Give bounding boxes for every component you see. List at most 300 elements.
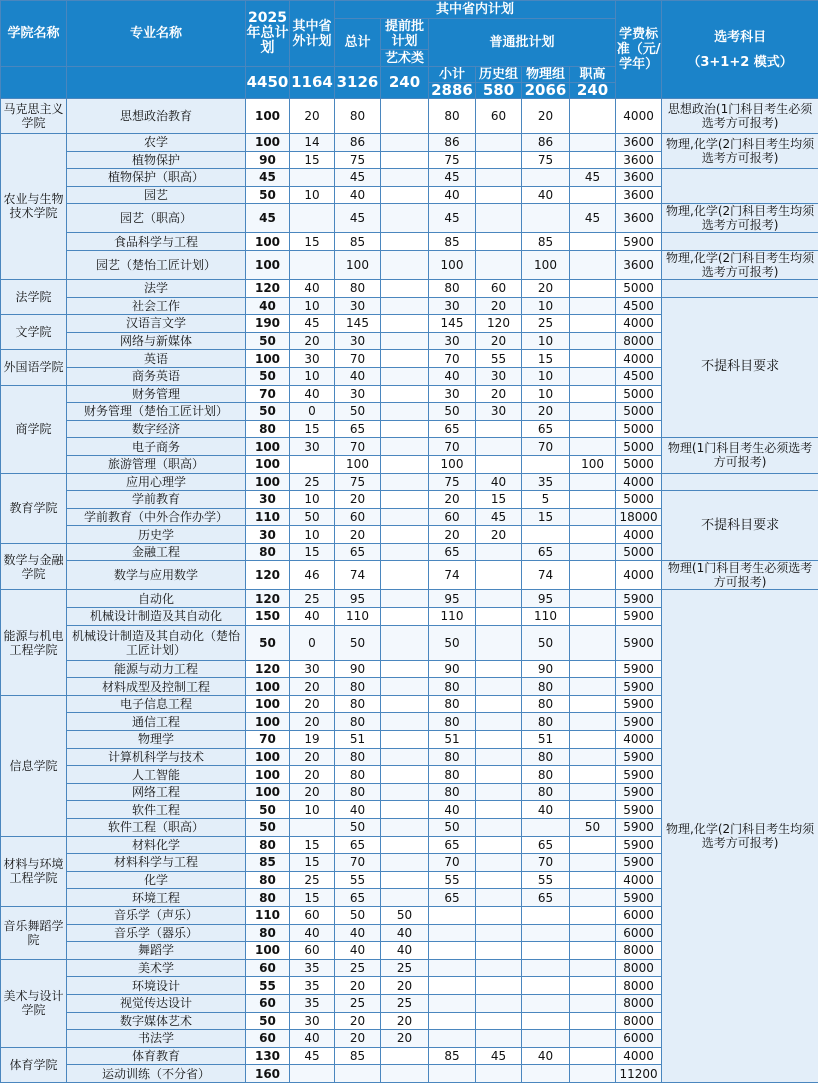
tuition-fee: 4000 <box>616 99 662 134</box>
regular-physics <box>522 1030 570 1048</box>
regular-vocational <box>570 526 616 544</box>
college-name: 能源与机电工程学院 <box>1 590 67 695</box>
advance-art <box>381 508 429 526</box>
regular-subtotal: 100 <box>429 250 476 279</box>
regular-vocational <box>570 99 616 134</box>
regular-subtotal: 80 <box>429 279 476 297</box>
total-plan: 50 <box>246 819 290 837</box>
regular-vocational <box>570 660 616 678</box>
tuition-fee: 4000 <box>616 526 662 544</box>
regular-physics: 100 <box>522 250 570 279</box>
advance-art <box>381 871 429 889</box>
regular-history: 55 <box>476 350 522 368</box>
header-blank-2 <box>67 67 246 99</box>
in-province-total: 100 <box>335 250 381 279</box>
advance-art <box>381 590 429 608</box>
regular-vocational <box>570 561 616 590</box>
out-province: 25 <box>290 590 335 608</box>
major-name: 网络与新媒体 <box>67 332 246 350</box>
regular-vocational <box>570 625 616 660</box>
regular-subtotal <box>429 977 476 995</box>
regular-physics: 65 <box>522 543 570 561</box>
totals-split-header <box>429 67 476 99</box>
regular-vocational <box>570 906 616 924</box>
regular-subtotal: 30 <box>429 297 476 315</box>
major-name: 商务英语 <box>67 367 246 385</box>
regular-physics: 80 <box>522 713 570 731</box>
header-subjects-mode: （3+1+2 模式） <box>687 54 793 70</box>
major-name: 自动化 <box>67 590 246 608</box>
in-province-total: 95 <box>335 590 381 608</box>
tuition-fee: 6000 <box>616 924 662 942</box>
regular-history <box>476 250 522 279</box>
college-name: 数学与金融学院 <box>1 543 67 590</box>
in-province-total: 80 <box>335 783 381 801</box>
table-row <box>1 233 818 251</box>
table-row <box>1 169 818 187</box>
tuition-fee: 4500 <box>616 297 662 315</box>
in-province-total: 45 <box>335 204 381 233</box>
table-row <box>1 473 818 491</box>
tuition-fee: 4000 <box>616 473 662 491</box>
tuition-fee: 6000 <box>616 1030 662 1048</box>
regular-physics: 35 <box>522 473 570 491</box>
tuition-fee: 5900 <box>616 748 662 766</box>
regular-history <box>476 151 522 169</box>
regular-vocational <box>570 836 616 854</box>
major-name: 通信工程 <box>67 713 246 731</box>
regular-vocational <box>570 713 616 731</box>
tuition-fee: 3600 <box>616 204 662 233</box>
tuition-fee: 5000 <box>616 279 662 297</box>
regular-vocational <box>570 403 616 421</box>
header-out-province: 其中省外计划 <box>290 1 335 67</box>
major-name: 软件工程（职高） <box>67 819 246 837</box>
regular-vocational <box>570 994 616 1012</box>
regular-subtotal: 60 <box>429 508 476 526</box>
regular-subtotal: 75 <box>429 473 476 491</box>
out-province <box>290 1065 335 1083</box>
major-name: 金融工程 <box>67 543 246 561</box>
out-province: 30 <box>290 350 335 368</box>
out-province: 0 <box>290 403 335 421</box>
regular-history <box>476 660 522 678</box>
advance-art: 40 <box>381 924 429 942</box>
major-name: 环境工程 <box>67 889 246 907</box>
total-plan: 40 <box>246 297 290 315</box>
advance-art <box>381 526 429 544</box>
regular-physics: 15 <box>522 350 570 368</box>
major-name: 软件工程 <box>67 801 246 819</box>
advance-art <box>381 801 429 819</box>
total-plan: 50 <box>246 332 290 350</box>
college-name: 马克思主义学院 <box>1 99 67 134</box>
total-plan: 50 <box>246 403 290 421</box>
header-fee: 学费标准（元/学年） <box>616 1 662 99</box>
total-plan: 80 <box>246 889 290 907</box>
regular-vocational <box>570 385 616 403</box>
subject-requirement: 不提科目要求 <box>662 297 818 438</box>
total-plan: 50 <box>246 801 290 819</box>
in-province-total: 90 <box>335 660 381 678</box>
table-row <box>1 590 818 608</box>
advance-art: 50 <box>381 906 429 924</box>
in-province-total: 20 <box>335 1012 381 1030</box>
major-name: 思想政治教育 <box>67 99 246 134</box>
advance-art <box>381 608 429 626</box>
advance-art: 20 <box>381 1012 429 1030</box>
total-plan: 100 <box>246 695 290 713</box>
total-plan: 30 <box>246 526 290 544</box>
tuition-fee: 5900 <box>616 625 662 660</box>
regular-history: 20 <box>476 332 522 350</box>
in-province-total: 50 <box>335 819 381 837</box>
major-name: 计算机科学与技术 <box>67 748 246 766</box>
subject-requirement: 物理,化学(2门科目考生均须选考方可报考) <box>662 134 818 169</box>
total-plan: 130 <box>246 1047 290 1065</box>
major-name: 旅游管理（职高） <box>67 455 246 473</box>
out-province: 40 <box>290 1030 335 1048</box>
regular-subtotal <box>429 924 476 942</box>
regular-vocational <box>570 134 616 152</box>
out-province: 60 <box>290 906 335 924</box>
total-plan: 100 <box>246 766 290 784</box>
regular-subtotal: 80 <box>429 678 476 696</box>
regular-vocational <box>570 438 616 456</box>
major-name: 书法学 <box>67 1030 246 1048</box>
out-province: 15 <box>290 420 335 438</box>
regular-physics: 65 <box>522 836 570 854</box>
regular-physics: 10 <box>522 367 570 385</box>
tuition-fee: 5900 <box>616 766 662 784</box>
college-name: 体育学院 <box>1 1047 67 1082</box>
regular-subtotal: 30 <box>429 332 476 350</box>
advance-art: 20 <box>381 1030 429 1048</box>
regular-subtotal: 50 <box>429 819 476 837</box>
header-subjects <box>662 1 818 99</box>
major-name: 英语 <box>67 350 246 368</box>
in-province-total: 65 <box>335 836 381 854</box>
total-plan: 100 <box>246 438 290 456</box>
regular-vocational <box>570 186 616 204</box>
total-plan: 45 <box>246 204 290 233</box>
total-plan: 100 <box>246 350 290 368</box>
in-province-total: 80 <box>335 766 381 784</box>
major-name: 数字媒体艺术 <box>67 1012 246 1030</box>
out-province: 30 <box>290 438 335 456</box>
total-plan: 80 <box>246 871 290 889</box>
regular-history <box>476 783 522 801</box>
total-plan: 100 <box>246 250 290 279</box>
advance-art <box>381 279 429 297</box>
header-history: 历史组 <box>476 67 521 83</box>
advance-art: 20 <box>381 977 429 995</box>
tuition-fee: 5000 <box>616 491 662 509</box>
out-province: 40 <box>290 924 335 942</box>
major-name: 财务管理（楚怡工匠计划） <box>67 403 246 421</box>
regular-vocational <box>570 695 616 713</box>
advance-art <box>381 250 429 279</box>
regular-history: 60 <box>476 99 522 134</box>
advance-art <box>381 543 429 561</box>
in-province-total: 80 <box>335 279 381 297</box>
advance-art: 40 <box>381 942 429 960</box>
in-province-total: 30 <box>335 385 381 403</box>
total-plan: 120 <box>246 660 290 678</box>
major-name: 网络工程 <box>67 783 246 801</box>
advance-art <box>381 473 429 491</box>
subject-requirement: 物理,化学(2门科目考生均须选考方可报考) <box>662 590 818 1082</box>
regular-history <box>476 713 522 731</box>
regular-history <box>476 678 522 696</box>
header-subtotal: 小计 <box>429 67 475 83</box>
header-regular: 普通批计划 <box>429 19 616 67</box>
major-name: 食品科学与工程 <box>67 233 246 251</box>
regular-physics: 5 <box>522 491 570 509</box>
regular-subtotal: 70 <box>429 854 476 872</box>
in-province-total: 80 <box>335 713 381 731</box>
regular-history <box>476 871 522 889</box>
tuition-fee: 3600 <box>616 186 662 204</box>
table-row <box>1 297 818 315</box>
advance-art <box>381 1047 429 1065</box>
tuition-fee: 3600 <box>616 151 662 169</box>
regular-physics <box>522 1012 570 1030</box>
regular-physics: 10 <box>522 332 570 350</box>
college-name: 音乐舞蹈学院 <box>1 906 67 959</box>
in-province-total: 50 <box>335 625 381 660</box>
regular-subtotal <box>429 959 476 977</box>
regular-vocational <box>570 315 616 333</box>
advance-art <box>381 332 429 350</box>
regular-subtotal: 45 <box>429 204 476 233</box>
regular-physics: 20 <box>522 99 570 134</box>
regular-vocational <box>570 367 616 385</box>
regular-physics: 10 <box>522 385 570 403</box>
subject-requirement: 物理,化学(2门科目考生均须选考方可报考) <box>662 250 818 279</box>
major-name: 学前教育（中外合作办学） <box>67 508 246 526</box>
regular-vocational <box>570 332 616 350</box>
totals-cell: 3126 <box>335 67 381 99</box>
table-row <box>1 491 818 509</box>
in-province-total: 100 <box>335 455 381 473</box>
major-name: 舞蹈学 <box>67 942 246 960</box>
regular-subtotal: 145 <box>429 315 476 333</box>
regular-history: 20 <box>476 385 522 403</box>
regular-history <box>476 959 522 977</box>
major-name: 机械设计制造及其自动化 <box>67 608 246 626</box>
advance-art <box>381 836 429 854</box>
out-province: 25 <box>290 871 335 889</box>
regular-vocational <box>570 473 616 491</box>
in-province-total: 40 <box>335 801 381 819</box>
regular-vocational <box>570 924 616 942</box>
advance-art <box>381 819 429 837</box>
major-name: 农学 <box>67 134 246 152</box>
advance-art <box>381 169 429 187</box>
in-province-total: 40 <box>335 942 381 960</box>
totals-cell: 1164 <box>290 67 335 99</box>
regular-physics: 85 <box>522 233 570 251</box>
out-province: 25 <box>290 473 335 491</box>
advance-art <box>381 233 429 251</box>
in-province-total: 70 <box>335 438 381 456</box>
total-plan: 160 <box>246 1065 290 1083</box>
totals-split-header <box>476 67 522 99</box>
regular-history: 40 <box>476 473 522 491</box>
totals-split-header <box>522 67 570 99</box>
out-province: 60 <box>290 942 335 960</box>
in-province-total: 80 <box>335 748 381 766</box>
advance-art <box>381 660 429 678</box>
regular-subtotal <box>429 1012 476 1030</box>
tuition-fee: 5000 <box>616 420 662 438</box>
major-name: 电子信息工程 <box>67 695 246 713</box>
in-province-total: 70 <box>335 350 381 368</box>
tuition-fee: 5900 <box>616 854 662 872</box>
regular-history <box>476 420 522 438</box>
regular-history <box>476 695 522 713</box>
regular-subtotal: 55 <box>429 871 476 889</box>
regular-physics: 51 <box>522 731 570 749</box>
tuition-fee: 8000 <box>616 332 662 350</box>
regular-history <box>476 134 522 152</box>
total-plan: 100 <box>246 233 290 251</box>
regular-vocational <box>570 1065 616 1083</box>
table-row <box>1 134 818 152</box>
out-province: 45 <box>290 1047 335 1065</box>
tuition-fee: 4000 <box>616 871 662 889</box>
major-name: 法学 <box>67 279 246 297</box>
major-name: 数学与应用数学 <box>67 561 246 590</box>
regular-history <box>476 233 522 251</box>
regular-vocational <box>570 297 616 315</box>
total-plan: 120 <box>246 590 290 608</box>
regular-history <box>476 889 522 907</box>
regular-history <box>476 625 522 660</box>
total-plan: 50 <box>246 625 290 660</box>
advance-art <box>381 678 429 696</box>
college-name: 信息学院 <box>1 695 67 836</box>
regular-vocational <box>570 889 616 907</box>
in-province-total: 20 <box>335 977 381 995</box>
subject-requirement <box>662 233 818 251</box>
subject-requirement: 物理(1门科目考生必须选考方可报考) <box>662 561 818 590</box>
regular-history <box>476 186 522 204</box>
regular-subtotal <box>429 994 476 1012</box>
in-province-total: 20 <box>335 1030 381 1048</box>
major-name: 植物保护（职高） <box>67 169 246 187</box>
tuition-fee: 4000 <box>616 1047 662 1065</box>
regular-physics: 86 <box>522 134 570 152</box>
out-province: 50 <box>290 508 335 526</box>
regular-subtotal <box>429 1065 476 1083</box>
out-province: 19 <box>290 731 335 749</box>
tuition-fee: 5900 <box>616 819 662 837</box>
out-province: 35 <box>290 959 335 977</box>
regular-physics: 20 <box>522 403 570 421</box>
out-province <box>290 204 335 233</box>
total-plan: 110 <box>246 508 290 526</box>
total-plan: 120 <box>246 279 290 297</box>
advance-art <box>381 713 429 731</box>
advance-art <box>381 731 429 749</box>
subject-requirement <box>662 169 818 204</box>
regular-vocational <box>570 151 616 169</box>
regular-physics <box>522 204 570 233</box>
regular-vocational <box>570 508 616 526</box>
out-province: 10 <box>290 186 335 204</box>
regular-history <box>476 748 522 766</box>
advance-art <box>381 491 429 509</box>
in-province-total: 50 <box>335 906 381 924</box>
college-name: 材料与环境工程学院 <box>1 836 67 906</box>
regular-physics: 80 <box>522 766 570 784</box>
major-name: 学前教育 <box>67 491 246 509</box>
regular-history <box>476 942 522 960</box>
advance-art <box>381 455 429 473</box>
regular-subtotal: 100 <box>429 455 476 473</box>
major-name: 财务管理 <box>67 385 246 403</box>
total-plan: 100 <box>246 455 290 473</box>
totals-cell: 240 <box>576 81 609 99</box>
regular-vocational <box>570 854 616 872</box>
total-plan: 100 <box>246 678 290 696</box>
regular-vocational <box>570 250 616 279</box>
total-plan: 60 <box>246 994 290 1012</box>
regular-subtotal: 70 <box>429 438 476 456</box>
tuition-fee: 8000 <box>616 959 662 977</box>
out-province: 15 <box>290 889 335 907</box>
regular-physics <box>522 1065 570 1083</box>
regular-subtotal: 51 <box>429 731 476 749</box>
header-in-province: 其中省内计划 <box>335 1 616 19</box>
regular-subtotal: 65 <box>429 836 476 854</box>
regular-vocational <box>570 420 616 438</box>
regular-physics: 74 <box>522 561 570 590</box>
regular-subtotal: 85 <box>429 1047 476 1065</box>
out-province: 15 <box>290 233 335 251</box>
in-province-total: 40 <box>335 186 381 204</box>
college-name: 文学院 <box>1 315 67 350</box>
regular-subtotal: 80 <box>429 766 476 784</box>
regular-vocational <box>570 279 616 297</box>
regular-physics <box>522 994 570 1012</box>
regular-vocational <box>570 350 616 368</box>
regular-subtotal: 30 <box>429 385 476 403</box>
tuition-fee: 6000 <box>616 906 662 924</box>
out-province: 20 <box>290 766 335 784</box>
regular-history <box>476 608 522 626</box>
regular-vocational <box>570 766 616 784</box>
total-plan: 80 <box>246 836 290 854</box>
out-province: 15 <box>290 151 335 169</box>
regular-physics: 20 <box>522 279 570 297</box>
tuition-fee: 5900 <box>616 889 662 907</box>
advance-art <box>381 385 429 403</box>
regular-history <box>476 590 522 608</box>
regular-subtotal <box>429 906 476 924</box>
regular-physics: 95 <box>522 590 570 608</box>
regular-vocational <box>570 608 616 626</box>
out-province: 30 <box>290 660 335 678</box>
total-plan: 60 <box>246 1030 290 1048</box>
tuition-fee: 5900 <box>616 836 662 854</box>
regular-physics: 65 <box>522 420 570 438</box>
regular-physics <box>522 959 570 977</box>
out-province: 45 <box>290 315 335 333</box>
regular-vocational <box>570 783 616 801</box>
